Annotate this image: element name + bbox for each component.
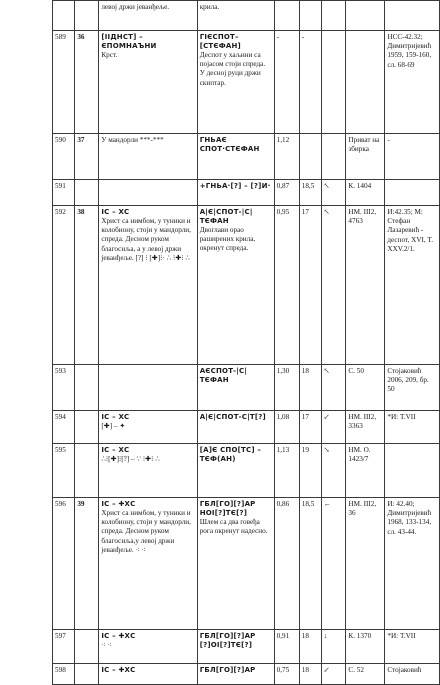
coll: НМ. ІІІ2, 4763 bbox=[348, 208, 377, 226]
type: 37 bbox=[77, 136, 85, 144]
rev-legend: [А]Є СПО[ТС] – ТЄФ(АН) bbox=[199, 446, 262, 463]
obv-desc: [✚] – ✦ bbox=[101, 421, 126, 430]
obv-legend: ІС – ✚ХС bbox=[101, 632, 136, 640]
cell-axis bbox=[321, 664, 346, 685]
cell-obverse bbox=[99, 444, 197, 498]
diam: 18,5 bbox=[301, 182, 315, 190]
axis: ↘ bbox=[323, 446, 330, 454]
num: 597 bbox=[55, 632, 66, 640]
cell-literature bbox=[385, 630, 440, 664]
cell-weight bbox=[274, 498, 299, 630]
cell-reverse bbox=[197, 134, 274, 180]
cell-type bbox=[75, 31, 99, 134]
obv-desc: Крст. bbox=[101, 50, 118, 59]
cell-literature bbox=[385, 134, 440, 180]
table-row bbox=[53, 365, 440, 411]
cell-collection bbox=[346, 206, 385, 365]
table-row bbox=[53, 411, 440, 444]
axis: ↙ bbox=[323, 413, 330, 421]
rev-desc: Двоглави орао раширених крила, окренут спреда. bbox=[199, 225, 256, 253]
coll: С. 50 bbox=[348, 367, 364, 375]
cell-obverse bbox=[99, 411, 197, 444]
cell-number bbox=[53, 365, 75, 411]
cell-weight bbox=[274, 31, 299, 134]
rev-legend: ГІЄСПОТ–[СТЄФАН] bbox=[199, 33, 241, 50]
diam: 17 bbox=[301, 208, 309, 216]
rev-legend: АЄСПОТ-|С|ТЄФАН bbox=[199, 367, 248, 384]
axis: ↓ bbox=[323, 632, 328, 640]
weight: 1,12 bbox=[276, 136, 290, 144]
obv-desc: ⁖ ⁖ bbox=[101, 640, 112, 649]
cell-diameter bbox=[299, 31, 321, 134]
lit: Стојаковић bbox=[387, 666, 422, 674]
num: 594 bbox=[55, 413, 66, 421]
lit: - bbox=[387, 136, 390, 144]
obv-desc: левој држи јеванђеље. bbox=[101, 3, 170, 11]
table-row bbox=[53, 630, 440, 664]
obv-legend: ІС – ХС bbox=[101, 413, 130, 421]
diam: 18 bbox=[301, 666, 309, 674]
cell-diameter bbox=[299, 498, 321, 630]
cell-number bbox=[53, 31, 75, 134]
cell-literature bbox=[385, 444, 440, 498]
cell-literature bbox=[385, 664, 440, 685]
cell-reverse bbox=[197, 206, 274, 365]
weight: 0,87 bbox=[276, 182, 290, 190]
cell-type bbox=[75, 365, 99, 411]
diam: 18 bbox=[301, 367, 309, 375]
rev-legend: ГБЛ[ГО][?]АР [?]ОІ[?]ТЄ[?] bbox=[199, 632, 256, 649]
cell-reverse bbox=[197, 31, 274, 134]
cell-weight bbox=[274, 444, 299, 498]
cell-axis bbox=[321, 206, 346, 365]
axis: ↖ bbox=[323, 208, 330, 216]
cell-collection bbox=[346, 31, 385, 134]
type: 38 bbox=[77, 208, 85, 216]
weight: 1,13 bbox=[276, 446, 290, 454]
cell-weight bbox=[274, 365, 299, 411]
cell-number bbox=[53, 664, 75, 685]
lit: Стојаковић 2006, 209, бр. 50 bbox=[387, 367, 429, 394]
obv-legend: [ІІДНСТ] – ЄПОМНАЪНИ bbox=[101, 33, 157, 50]
cell-obverse bbox=[99, 664, 197, 685]
cell-weight bbox=[274, 630, 299, 664]
cell-obverse bbox=[99, 206, 197, 365]
rev-legend: А|Є|СПОТ-С|Т[?] bbox=[199, 413, 266, 421]
cell-literature bbox=[385, 1, 440, 31]
coll: НМ. ІІІ2, 36 bbox=[348, 500, 377, 518]
rev-legend: ГБЛ[ГО][?]АР bbox=[199, 666, 256, 674]
obv-desc: Христ са нимбом, у туники и колобиону, стоји у мандорли, спреда. Десном руком благосиља, а у левој држи јеванђеље. [?] ⁝ [✚]⁝· ∴ ⁝✚⁝ ∴ bbox=[101, 216, 191, 262]
cell-weight bbox=[274, 664, 299, 685]
cell-weight bbox=[274, 411, 299, 444]
rev-desc: Шлем са два говеђа рога окренут надесно. bbox=[199, 517, 268, 536]
cell-type bbox=[75, 134, 99, 180]
coll: С. 52 bbox=[348, 666, 364, 674]
cell-number bbox=[53, 498, 75, 630]
cell-type bbox=[75, 630, 99, 664]
cell-number bbox=[53, 1, 75, 31]
cell-reverse bbox=[197, 1, 274, 31]
axis: ↖ bbox=[323, 367, 330, 375]
num: 590 bbox=[55, 136, 66, 144]
cell-number bbox=[53, 206, 75, 365]
num: 591 bbox=[55, 182, 66, 190]
obv-legend: ІС – ХС bbox=[101, 446, 130, 454]
weight: 0,75 bbox=[276, 666, 290, 674]
cell-collection bbox=[346, 134, 385, 180]
cell-obverse bbox=[99, 365, 197, 411]
num: 589 bbox=[55, 33, 66, 41]
rev-legend: +ГНЬА·[?] – [?]И· bbox=[199, 182, 271, 190]
cell-type bbox=[75, 180, 99, 206]
cell-diameter bbox=[299, 630, 321, 664]
table-row bbox=[53, 444, 440, 498]
lit: И: 42.40; Димитријевић 1968, 133-134, сл. 43-44. bbox=[387, 500, 432, 536]
cell-collection bbox=[346, 365, 385, 411]
cell-reverse bbox=[197, 365, 274, 411]
coll: Приват на збирка bbox=[348, 136, 380, 154]
cell-diameter bbox=[299, 365, 321, 411]
cell-literature bbox=[385, 411, 440, 444]
axis: ↖ bbox=[323, 182, 330, 190]
cell-number bbox=[53, 411, 75, 444]
cell-diameter bbox=[299, 1, 321, 31]
axis: ← bbox=[323, 500, 331, 508]
cell-reverse bbox=[197, 444, 274, 498]
cell-weight bbox=[274, 1, 299, 31]
weight: 1,30 bbox=[276, 367, 290, 375]
cell-type bbox=[75, 411, 99, 444]
num: 596 bbox=[55, 500, 66, 508]
cell-reverse bbox=[197, 498, 274, 630]
cell-axis bbox=[321, 365, 346, 411]
cell-reverse bbox=[197, 664, 274, 685]
table-row bbox=[53, 134, 440, 180]
rev-legend: ГБЛ[ГО][?]АР НОІ[?]ТЄ[?] bbox=[199, 500, 256, 517]
cell-diameter bbox=[299, 180, 321, 206]
cell-number bbox=[53, 630, 75, 664]
diam: 18 bbox=[301, 632, 309, 640]
cell-weight bbox=[274, 134, 299, 180]
cell-type bbox=[75, 664, 99, 685]
cell-obverse bbox=[99, 498, 197, 630]
cell-diameter bbox=[299, 134, 321, 180]
cell-collection bbox=[346, 630, 385, 664]
cell-collection bbox=[346, 664, 385, 685]
table-row bbox=[53, 664, 440, 685]
type: 39 bbox=[77, 500, 85, 508]
cell-reverse bbox=[197, 180, 274, 206]
cell-type bbox=[75, 206, 99, 365]
type: 36 bbox=[77, 33, 85, 41]
cell-diameter bbox=[299, 206, 321, 365]
cell-literature bbox=[385, 180, 440, 206]
cell-obverse bbox=[99, 1, 197, 31]
cell-number bbox=[53, 444, 75, 498]
obv-legend: ІС – ХС bbox=[101, 208, 130, 216]
cell-weight bbox=[274, 206, 299, 365]
rev-desc: Деспот у хаљини са појасом стоји спреда. У десној руци држи скиптар. bbox=[199, 50, 266, 87]
cell-axis bbox=[321, 411, 346, 444]
cell-diameter bbox=[299, 664, 321, 685]
table-row bbox=[53, 206, 440, 365]
coll: К. 1370 bbox=[348, 632, 372, 640]
cell-obverse bbox=[99, 180, 197, 206]
num: 592 bbox=[55, 208, 66, 216]
weight: 0,95 bbox=[276, 208, 290, 216]
table-row bbox=[53, 498, 440, 630]
cell-weight bbox=[274, 180, 299, 206]
cell-reverse bbox=[197, 411, 274, 444]
cell-collection bbox=[346, 444, 385, 498]
cell-axis bbox=[321, 134, 346, 180]
obv-legend: ІС – ✚ХС bbox=[101, 500, 136, 508]
diam: 19 bbox=[301, 446, 309, 454]
cell-collection bbox=[346, 180, 385, 206]
coll: НМ. О. 1423/7 bbox=[348, 446, 371, 464]
cell-literature bbox=[385, 498, 440, 630]
diam: 17 bbox=[301, 413, 309, 421]
weight: - bbox=[276, 33, 280, 41]
lit: *И: T.VII bbox=[387, 413, 416, 421]
obv-desc: У мандорли ***-*** bbox=[101, 136, 164, 144]
obv-legend: ІС – ✚ХС bbox=[101, 666, 136, 674]
weight: 0,86 bbox=[276, 500, 290, 508]
obv-desc: ∴⁝[✚]⁝[?] – ∵ ⁝✚⁝ ∴ bbox=[101, 454, 160, 463]
cell-collection bbox=[346, 1, 385, 31]
table-row bbox=[53, 180, 440, 206]
rev-desc: крила. bbox=[199, 3, 220, 11]
num: 595 bbox=[55, 446, 66, 454]
cell-type bbox=[75, 498, 99, 630]
rev-legend: ГНЬАЄ СПОТ·СТЄФАН bbox=[199, 136, 260, 153]
coll: НМ. ІІІ2, 3363 bbox=[348, 413, 377, 431]
lit: НСС-42.32; Димитријевић 1959, 159-160, сл. 68-69 bbox=[387, 33, 432, 69]
cell-reverse bbox=[197, 630, 274, 664]
weight: 1,08 bbox=[276, 413, 290, 421]
cell-axis bbox=[321, 31, 346, 134]
diam: - bbox=[301, 33, 305, 41]
lit: *И: T.VII bbox=[387, 632, 416, 640]
cell-literature bbox=[385, 365, 440, 411]
axis: ↙ bbox=[323, 666, 330, 674]
cell-obverse bbox=[99, 630, 197, 664]
cell-type bbox=[75, 444, 99, 498]
cell-diameter bbox=[299, 411, 321, 444]
obv-desc: Христ са нимбом, у туники и колобиону, стоји у мандорли, спреда. Десном руком благосиља,у левој држи јеванђеље. ⁖ ⁖ bbox=[101, 508, 191, 554]
cell-obverse bbox=[99, 31, 197, 134]
cell-literature bbox=[385, 31, 440, 134]
table-row bbox=[53, 1, 440, 31]
cell-diameter bbox=[299, 444, 321, 498]
cell-collection bbox=[346, 498, 385, 630]
num: 598 bbox=[55, 666, 66, 674]
cell-axis bbox=[321, 498, 346, 630]
table-row bbox=[53, 31, 440, 134]
cell-axis bbox=[321, 444, 346, 498]
coll: К. 1404 bbox=[348, 182, 372, 190]
lit: И:42.35; М: Стефан Лазаревић - деспот, XVI, T. XXV.2/1. bbox=[387, 208, 434, 253]
cell-axis bbox=[321, 180, 346, 206]
num: 593 bbox=[55, 367, 66, 375]
cell-literature bbox=[385, 206, 440, 365]
cell-number bbox=[53, 180, 75, 206]
cell-type bbox=[75, 1, 99, 31]
cell-obverse bbox=[99, 134, 197, 180]
cell-number bbox=[53, 134, 75, 180]
cell-collection bbox=[346, 411, 385, 444]
diam: 18,5 bbox=[301, 500, 315, 508]
cell-axis bbox=[321, 630, 346, 664]
coin-catalog-table bbox=[52, 0, 440, 685]
cell-axis bbox=[321, 1, 346, 31]
rev-legend: А|Є|СПОТ-|С|ТЄФАН bbox=[199, 208, 253, 225]
weight: 0,91 bbox=[276, 632, 290, 640]
